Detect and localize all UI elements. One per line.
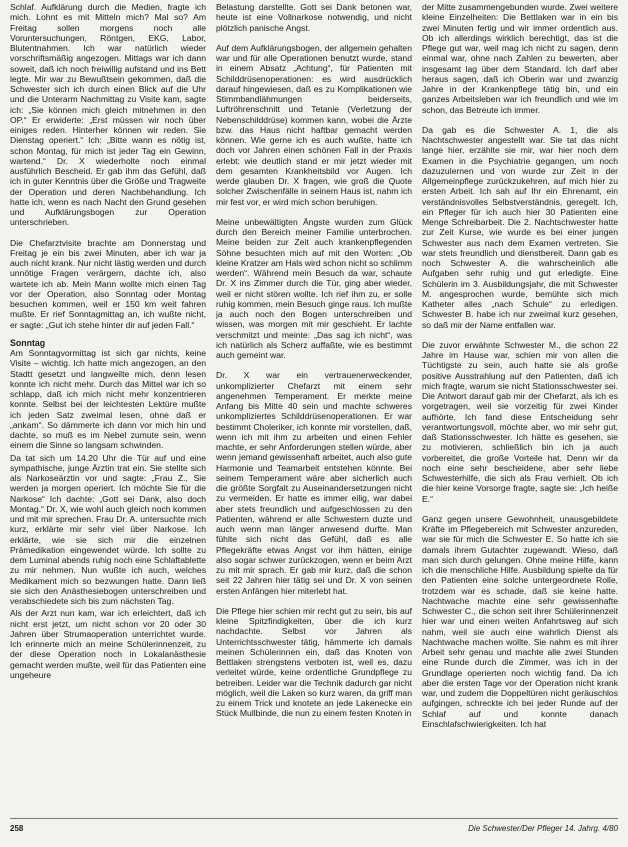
paragraph: der Mitte zusammengebunden wurde. Zwei weitere kleine Einzelheiten: Die Bettlaken war in ein bis zwei Minuten fertig und wir immer ordentlich aus. Ob ich allerdings wirklich berechtigt, das ist die Pflege gut war, weil mag ich nicht zu sagen, denn einmal war, ohne nach Zahlen zu bewerten, aber insgesamt lag über dem Standard. Ich darf aber heraus sagen, daß ich Oberin war und zwanzig Jahre in der Krankenpflege tätig bin, und ein ganzes Arbeitsleben war ich freundlich und wie im schon, das Betreute ich immer. <box>422 2 618 115</box>
journal-source: Die Schwester/Der Pfleger 14. Jahrg. 4/80 <box>468 823 618 833</box>
paragraph: Da tat sich um 14.20 Uhr die Tür auf und eine sympathische, junge Ärztin trat ein. Sie stellte sich als Narkoseärztin vor und sagte: „Frau Z., Sie werden ja morgen operiert. Ich möchte Sie für die Narkose“ Ich dachte: „Gott sei Dank, also doch Montag.“ Dr. X, wie wohl auch gleich noch kommen und mit mir sprechen. Frau Dr. A. untersuchte mich kurz, erklärte mir sehr viel über Narkose. Ich erklärte, wie sie sich mir die einzelnen Prämedikation eingewendet würde. Ich sollte zu dem Luminal abends ruhig noch eine Schlaftablette zu mir nehmen. Nun wußte ich auch, welches Medikament mich so bezwungen hatte. Dann ließ sie sich den Anästhesiebogen unterschreiben und verabschiedete sich bis zum nächsten Tag. <box>10 452 206 606</box>
section-heading: Sonntag <box>10 337 46 348</box>
page-number: 258 <box>10 823 24 833</box>
page-footer <box>10 818 618 835</box>
column-left <box>10 2 206 814</box>
column-right <box>422 2 618 814</box>
paragraph: Da gab es die Schwester A. 1, die als Nachtschwester angestellt war. Sie tat das nicht lange hier, erzählte sie mir, war hier noch dem Examen in die Psychiatrie gegangen, um noch dazuzulernen und von wurde zur Zeit in der Allgemeinpflege zurückzukehren, auf mich hier zu ersten Arbeit. Ich sah auf Ihr ein Ehrenamt, ein verständnisvolles Selbstverständnis, geregelt. Ich, ein Pfleger für ich auch hier 30 Patienten eine Menge Schreibarbeit. Die 2. Nachtschwester hatte zur Zeit Kurse, wie wurde es bei einer jungen Schwester aus nach dem Examen vertreten. Sie war stets freundlich und dienstbereit. Dann gab es noch Schwester A. die wahrscheinlich alle Aufgaben sehr ruhig und gut erledigte. Eine Schülerin im 3. Ausbildungsjahr, die mit Schwester M. angesprochen wurde, bemühte sich mich Katheter alles „nach Schule“ zu erledigen. Schwester B. habe ich nur zweimal kurz gesehen, so daß mir der Name entfallen war. <box>422 124 618 330</box>
paragraph: Belastung darstellte. Gott sei Dank betonen war, heute ist eine Vollnarkose notwendig, und nicht plötzlich panische Angst. <box>216 2 412 33</box>
paragraph: Am Sonntagvormittag ist sich gar nichts, keine Visite – wichtig. Ich hatte mich angezogen, an den Stadtt gesetzt und langweilte mich, denn lesen konnte ich nicht mehr. Durch das Mittel war ich so schlapp, daß ich mich nicht mehr konzentrieren konnte. Selbst bei der leichtesten Lektüre mußte ich jeden Satz zweimal lesen, ohne daß er „ankam“. So dämmerte ich dann vor mich hin und dachte, so muß es im Nebel zumute sein, wenn einem die Sinne so langsam schwinden. <box>10 348 206 451</box>
paragraph: Dr. X war ein vertrauenerweckender, unkomplizierter Chefarzt mit einem sehr angenehmen Temperament. Er merkte meine Anfang bis Mitte 40 sein und machte schweres unkompliziertes Schilddrüsenoperationen. Er war bestimmt Choleriker, ich konnte mir vorstellen, daß, wenn ich mit ihm zu arbeiten und einen Fehler machte, er sehr Anforderungen stellen würde, aber wenn jemand gewissenhaft arbeitet, auch also gute Harmonie und Teamarbeit entstehen könnte. Bei seinem Temperament wäre aber sicherlich auch die größte Sorgfalt zu Auseinandersetzungen nicht zu vermeiden. Er hatte es immer eilig, war dabei aber stets freundlich und aufgeschlossen zu den Patienten, während er alle Schwestern duzte und auch wenn man länger anwesend durfte. Man fühlte sich nicht das Gefühl, daß es alle Pflegekräfte etwas Angst vor ihm hätten, einige also sogar schwer zurückzogen, wenn er beim Arzt zu mit mir sprach. Er gab mir kurz, daß die schon seit 22 Jahren hier tätig sei und Dr. X von seinen ersten Anfängen hier miterlebt hat. <box>216 370 412 596</box>
column-middle <box>216 2 412 814</box>
paragraph: Ganz gegen unsere Gewohnheit, unausgebildete Kräfte im Pflegebereich mit Schwester anzureden, war sie für mich die Schwester E. So hatte ich sie damals ihrem Gutachter zugewandt. Wieso, daß man sich durch gelungen. Ohne meine Hilfe, kann ich die menschliche Hilfe. Ausbildung spielte da für den Patienten eine solche untergeordnete Rolle, trotzdem war es schade, daß sie keine hatte. Nachtwache machte eine sehr gewissenhafte Schwester C., die schon seit ihrer Schülerinnenzeit hier war und einen weiten Anfahrtsweg auf sich nahm, weil sie auch eine wahrlich Dienst als Nachtwache machen wollte. Sie nahm es mit ihrer Arbeit sehr genau und machte alle zwei Stunden eine Runde durch die Zimmer, was ich in der Grundlage operierten noch wichtig fand. Da ich aber die ersten Tage vor der Operation nicht krank war, und zudem die Doppeltüren nicht geräuschlos aufgingen, schreckte ich bei jeder Runde auf der Schlaf auf und konnte danach Einschlafschwierigkeiten. Ich hat <box>422 513 618 729</box>
paragraph: Meine unbewältigten Ängste wurden zum Glück durch den Bereich meiner Familie unterbrochen. Meine beiden zur Zeit auch krankenpflegenden Söhne besuchten mich auf mit den Worten: „Ob kleine Kratzer am Hals wird schon nicht so schlimm werden“. Während mein Besuch da war, schaute Dr. X ins Zimmer durch die Tür, ging aber wieder, weil er nicht stören wollte. Ich rief ihm zu, er solle ruhig kommen, mein Besuch ginge raus. Ich mußte ja auch noch den Bogen unterschreiben und wissen, was morgen mit mir geschieht. Er lachte verschmitzt und meinte: „Das sag ich nicht“, was ich natürlich als Scherz auffaßte, wie es bestimmt auch gemeint war. <box>216 216 412 360</box>
paragraph: Die Chefarztvisite brachte am Donnerstag und Freitag je ein bis zwei Minuten, aber ich war ja auch nicht krank. Nur nicht lästig werden und durch unnötige Fragen verärgern, dachte ich, also wartete ich ab. Mein Mann wollte mich einen Tag vor der Operation, also Sonntag oder Montag besuchen kommen, weil er 150 km weit fahren mußte. Er rief Sonntagmittag an, ich wußte nicht, er sagte: „Gut ich stehe hinter dir auf jeden Fall.“ <box>10 237 206 330</box>
paragraph: Die Pflege hier schien mir recht gut zu sein, bis auf kleine Spitzfindigkeiten, über die ich kurz nachdachte. Selbst vor Jahren als Unterrichtsschwester tätig, hämmerte ich damals meinen Schülerinnen ein, daß das Knoten von Bettlaken strengstens verboten ist, weil es, dazu verleitet würde, keine ordentliche Grundpflege zu betreiben. Leider war die Technik dadurch gar nicht möglich, weil die Laken so kurz waren, da griff man zu einem Trick und knotete an jede Lakenecke ein Stück Mullbinde, die nun zu einem festen Knoten in <box>216 605 412 719</box>
paragraph: Die zuvor erwähnte Schwester M., die schon 22 Jahre im Hause war, schien mir von allen die Tüchtigste zu sein, auch hatte sie als große positive Ausstrahlung auf den Patienten, daß ich mich fragte, warum sie nicht Stationsschwester sei. Die Antwort darauf gab mir der Chefarzt, als ich es vorgetragen, weil sie vorzeitig für zwei Kinder aufhörte. Ich fand diese Entscheidung sehr verantwortungsvoll, möchte aber, wo mir sehr gut, daß Stationsschwester. Ich hätte es gesehen, sie zu motivieren, schließlich bin ich ja auch vorbereitet, die große Vorteile hat. Denn wir da noch eine sehr bescheidene, aber sehr liebe Schwesterhilfe, die sich als Frau verhielt. Ob ich die hier keine Vorsorge fragte, sagte sie: „Ich heiße E.“ <box>422 339 618 504</box>
paragraph: Als der Arzt nun kam, war ich erleichtert, daß ich nicht erst jetzt, um nicht schon vor 20 oder 30 Jahren über Strumaoperation unterrichtet wurde. Ich erinnerte mich an meine Schülerinnenzeit, zu der diese Operation noch in Lokalanästhesie gemacht werden mußte, weil für das Patienten eine ungeheure <box>10 608 206 680</box>
paragraph: Auf dem Aufklärungsbogen, der allgemein gehalten war und für alle Operationen benutzt wurde, stand in einem Absatz „Achtung“, für Patienten mit Schilddrüsenoperationen: es wird ausdrücklich darauf hingewiesen, daß es zu Komplikationen wie Stimmbandlähmungen beiderseits, Luftröhrenschnitt und Tetanie (Verletzung der Nebenschilddrüse) kommen kann, wobei die Ärzte bzw. das Haus nicht haftbar gemacht werden können. Wie gerne ich es auch wußte, hatte ich doch vor Jahren einen schönen Fall in der Praxis erlebt: wie deutlich stand er mir jetzt wieder mit dem gesamten Krankheitsbild vor Augen. Ich werde glauben Dr. X fragen, wie groß die Quote solcher Zwischenfälle in seinem Haus ist, nahm ich mir fest vor, er wird mich schon beruhigen. <box>216 42 412 207</box>
text-columns <box>10 2 618 814</box>
paragraph: Schlaf. Aufklärung durch die Medien, fragte ich mich. Lohnt es mit Mitteln mich? Mal so? Am Freitag sollen morgens noch alle Voruntersuchungen, Röntgen, EKG, Labor, Blutentnahmen. Ich war natürlich wieder vorschriftsmäßig angezogen. Mittags war ich dann soweit, daß ich noch freiwillig aufstand und ins Bett legte. Mir war zu Bewußtsein gekommen, daß die Schwester sich ich durch einen Blick auf die Uhr und die Unterarm Nachmittag zu Visite kam, sagte ich: „Sie können mich gleich mitnehmen in den OP.“ Er erwiderte: „Erst müssen wir noch über einiges reden. Hinterher können wir reden. Sie Dienstag operiert.“ Ich: „Bitte wann es nötig ist, schon Montag, für mich ist jeder Tag ein Gewinn, wartend.“ Dr. X wiederholte noch einmal ausführlich Bescheid. Er gab ihm das Gefühl, daß ich in guter Kenntnis über die Größe und Tragweite der Operation und deren Nachbehandlung. Ich hatte ich, wenn es nach Nacht den Grund gesehen und Aufklärungsbogen zur Operation unterschrieben. <box>10 2 206 228</box>
